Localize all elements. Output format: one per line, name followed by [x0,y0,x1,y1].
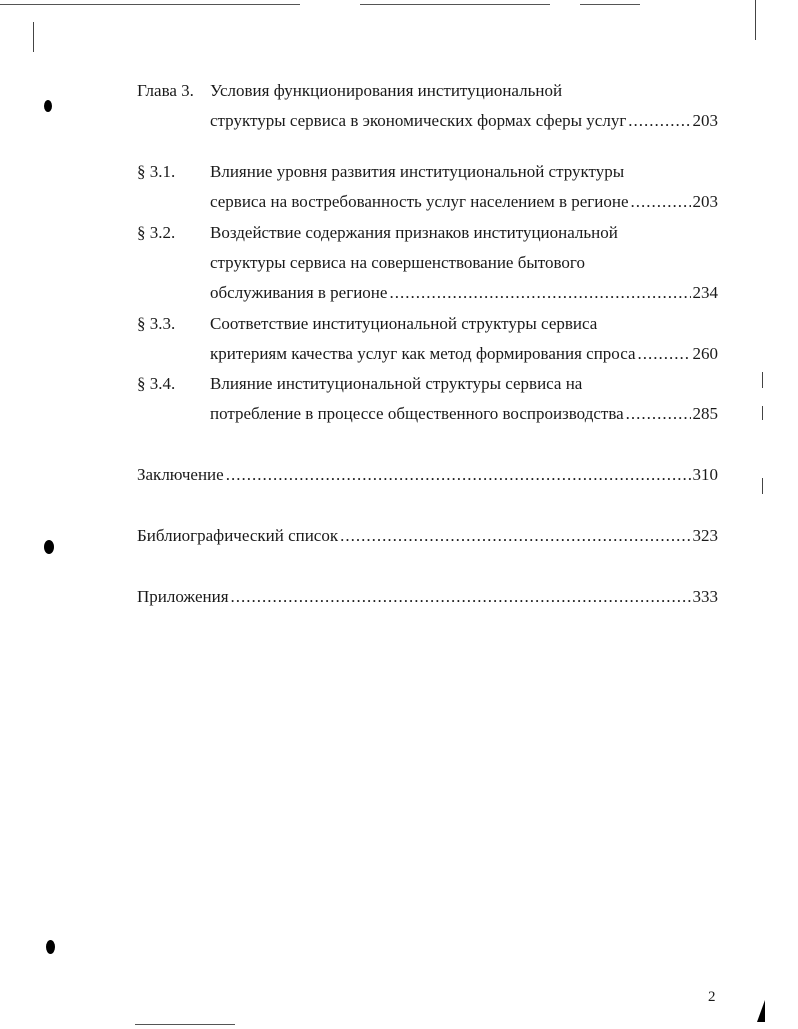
toc-entry-page: 323 [692,526,718,545]
dot-leader [389,283,690,303]
section-title-text: потребление в процессе общественного воспроизводства [210,404,624,423]
dot-leader [226,465,691,485]
chapter-title-text: структуры сервиса в экономических формах сферы услуг [210,111,627,130]
dot-leader [631,192,691,212]
section-title-line: Воздействие содержания признаков институциональной [210,223,618,242]
punch-hole-mark [44,540,54,554]
scan-edge-line [755,0,756,40]
toc-entry-page: 333 [692,587,718,606]
scan-corner-mark [757,1000,765,1022]
scan-edge-line [0,4,300,5]
section-last-line [210,283,718,303]
section-title-line: Влияние институциональной структуры сервиса на [210,374,583,393]
scan-edge-line [360,4,550,5]
section-title-line: Соответствие институциональной структуры сервиса [210,314,598,333]
toc-conclusion [137,465,718,485]
section-last-line [210,192,718,212]
section-title-text: критериям качества услуг как метод формирования спроса [210,344,636,363]
chapter-title-line2 [210,111,718,131]
toc-appendices [137,587,718,607]
section-title-text: обслуживания в регионе [210,283,388,302]
chapter-page: 203 [692,111,718,130]
section-title-line: структуры сервиса на совершенствование бытового [210,253,585,272]
section-number: § 3.4. [137,374,176,393]
chapter-title-line1: Условия функционирования институциональной [210,81,563,100]
toc-entry-title: Заключение [137,465,224,484]
section-last-line [210,344,718,364]
scan-edge-line [33,22,34,52]
scan-edge-line [762,406,763,420]
section-title-text: сервиса на востребованность услуг населением в регионе [210,192,629,211]
scan-edge-line [580,4,640,5]
dot-leader [626,404,691,424]
dot-leader [340,526,690,546]
dot-leader [638,344,691,364]
page-number: 2 [708,989,716,1005]
punch-hole-mark [46,940,55,954]
section-page: 203 [692,192,718,211]
section-number: § 3.3. [137,314,176,333]
chapter-label: Глава 3. [137,81,194,100]
section-title-line: Влияние уровня развития институциональной структуры [210,162,625,181]
section-number: § 3.1. [137,162,176,181]
section-number: § 3.2. [137,223,176,242]
section-page: 260 [692,344,718,363]
dot-leader [231,587,691,607]
section-last-line [210,404,718,424]
toc-bibliography [137,526,718,546]
toc-entry-page: 310 [692,465,718,484]
toc-entry-title: Приложения [137,587,229,606]
scan-edge-line [762,372,763,388]
section-page: 234 [692,283,718,302]
toc-entry-title: Библиографический список [137,526,339,545]
punch-hole-mark [44,100,52,112]
scan-edge-line [135,1024,235,1025]
section-page: 285 [692,404,718,423]
dot-leader [628,111,690,131]
scan-edge-line [762,478,763,494]
